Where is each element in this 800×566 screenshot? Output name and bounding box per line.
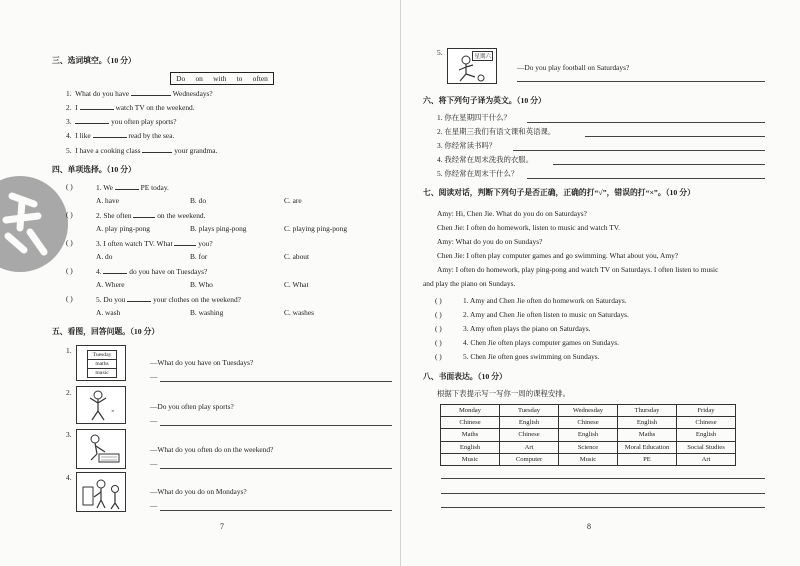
table-cell: Chinese — [441, 417, 500, 429]
table-cell: Art — [500, 441, 559, 453]
judge-statement: 3. Amy often plays the piano on Saturdays. — [463, 324, 591, 333]
table-cell: Chinese — [500, 429, 559, 441]
answer-dash: — — [150, 372, 158, 381]
judge-bracket[interactable]: ( ) — [435, 296, 442, 305]
page-number: 7 — [220, 522, 224, 531]
option-b: B. washing — [190, 308, 224, 317]
table-cell: Science — [559, 441, 618, 453]
weekend-activity-picture — [76, 429, 126, 469]
section3-title: 三、选词填空。（10 分） — [52, 56, 136, 65]
answer-blank[interactable] — [131, 88, 171, 96]
picture-question: —Do you often play sports? — [150, 402, 234, 411]
table-row — [441, 453, 736, 465]
word-option: Do — [176, 74, 186, 83]
option-c: C. washes — [284, 308, 314, 317]
writing-line[interactable] — [441, 478, 765, 479]
card-subject: maths — [88, 360, 116, 369]
choice-bracket[interactable]: ( ) — [66, 294, 73, 303]
fill-question: 5. I have a cooking class your grandma. — [66, 146, 218, 155]
answer-dash: — — [150, 501, 158, 510]
choice-stem: 1. We PE today. — [96, 183, 169, 192]
option-a: A. have — [96, 196, 119, 205]
writing-instruction: 根据下表提示写一写你一周的课程安排。 — [437, 389, 571, 398]
cross-mark: × — [111, 409, 115, 415]
table-cell: Moral Education — [618, 441, 677, 453]
answer-blank[interactable] — [142, 145, 172, 153]
word-option: on — [195, 74, 203, 83]
choice-stem: 3. I often watch TV. What you? — [96, 239, 213, 248]
question-number: 1. — [66, 346, 72, 355]
word-option: with — [213, 74, 227, 83]
answer-line[interactable] — [160, 468, 392, 469]
answer-blank[interactable] — [93, 130, 127, 138]
word-option: often — [252, 74, 268, 83]
choice-bracket[interactable]: ( ) — [66, 210, 73, 219]
dialogue-line: Chen Jie: I often play computer games and go swimming. What about you, Amy? — [437, 251, 679, 260]
choice-stem: 4. do you have on Tuesdays? — [96, 267, 208, 276]
fill-question: 1. What do you have Wednesdays? — [66, 89, 213, 98]
schedule-card-picture — [76, 345, 126, 381]
question-number: 4. — [66, 473, 72, 482]
judge-statement: 1. Amy and Chen Jie often do homework on Saturdays. — [463, 296, 627, 305]
judge-statement: 4. Chen Jie often plays computer games on Sundays. — [463, 338, 619, 347]
choice-bracket[interactable]: ( ) — [66, 238, 73, 247]
table-cell: Music — [559, 453, 618, 465]
table-cell: Social Studies — [677, 441, 736, 453]
football-picture — [447, 48, 497, 84]
watermark-stamp — [0, 176, 68, 272]
table-cell: Chinese — [677, 417, 736, 429]
choice-bracket[interactable]: ( ) — [66, 182, 73, 191]
table-cell: Wednesday — [559, 405, 618, 417]
answer-line[interactable] — [160, 381, 392, 382]
dialogue-line: and play the piano on Sundays. — [423, 279, 516, 288]
choice-bracket[interactable]: ( ) — [66, 266, 73, 275]
question-number: 5. — [437, 48, 443, 57]
right-page — [400, 0, 800, 566]
table-cell: Music — [441, 453, 500, 465]
option-c: C. are — [284, 196, 302, 205]
table-cell: Art — [677, 453, 736, 465]
answer-blank[interactable] — [75, 116, 109, 124]
fill-question: 3. you often play sports? — [66, 117, 177, 126]
table-cell: Friday — [677, 405, 736, 417]
person-exercising-icon — [77, 387, 127, 425]
dialogue-line: Amy: What do you do on Sundays? — [437, 237, 543, 246]
table-cell: Computer — [500, 453, 559, 465]
translate-item: 4. 我经常在周末洗我的衣服。 — [437, 155, 534, 164]
stamp-glyph-icon — [0, 176, 68, 272]
section4-title: 四、单项选择。（10 分） — [52, 165, 136, 174]
option-a: A. do — [96, 252, 113, 261]
question-number: 3. — [66, 430, 72, 439]
table-cell: Thursday — [618, 405, 677, 417]
sports-picture — [76, 386, 126, 424]
dialogue-line: Amy: I often do homework, play ping-pong and watch TV on Saturdays. I often listen to music — [437, 265, 719, 274]
table-cell: English — [441, 441, 500, 453]
table-cell: PE — [618, 453, 677, 465]
section6-title: 六、将下列句子译为英文。（10 分） — [423, 96, 546, 105]
table-cell: English — [618, 417, 677, 429]
weekly-schedule-table — [440, 404, 736, 466]
dialogue-line: Amy: Hi, Chen Jie. What do you do on Saturdays? — [437, 209, 587, 218]
answer-dash: — — [150, 416, 158, 425]
option-c: C. playing ping-pong — [284, 224, 348, 233]
answer-line[interactable] — [527, 122, 765, 123]
option-c: C. What — [284, 280, 309, 289]
fill-question: 4. I like read by the sea. — [66, 131, 175, 140]
table-cell: Maths — [441, 429, 500, 441]
answer-blank[interactable] — [80, 102, 114, 110]
section5-title: 五、看图，回答问题。（10 分） — [52, 327, 160, 336]
answer-line[interactable] — [160, 510, 392, 511]
answer-line[interactable] — [513, 150, 765, 151]
person-washing-icon — [77, 430, 127, 470]
card-day: Tuesday — [88, 351, 116, 360]
card-subject: music — [95, 370, 109, 376]
translate-item: 5. 你经常在周末干什么？ — [437, 169, 519, 178]
answer-line[interactable] — [585, 136, 765, 137]
table-row — [441, 417, 736, 429]
table-cell: Monday — [441, 405, 500, 417]
option-b: B. Who — [190, 280, 213, 289]
option-a: A. play ping-pong — [96, 224, 150, 233]
fill-question: 2. I watch TV on the weekend. — [66, 103, 195, 112]
section7-title: 七、阅读对话，判断下列句子是否正确，正确的打“√”，错误的打“×”。（10 分） — [423, 188, 695, 197]
table-cell: Maths — [618, 429, 677, 441]
table-row — [441, 429, 736, 441]
table-cell: Tuesday — [500, 405, 559, 417]
option-c: C. about — [284, 252, 310, 261]
word-option: to — [236, 74, 243, 83]
dialogue-line: Chen Jie: I often do homework, listen to music and watch TV. — [437, 223, 621, 232]
picture-question: —What do you do on Mondays? — [150, 487, 247, 496]
judge-statement: 2. Amy and Chen Jie often listen to music on Saturdays. — [463, 310, 629, 319]
picture-question: —What do you have on Tuesdays? — [150, 358, 254, 367]
choice-stem: 5. Do you your clothes on the weekend? — [96, 295, 241, 304]
page-number: 8 — [587, 522, 591, 531]
option-b: B. plays ping-pong — [190, 224, 247, 233]
writing-line[interactable] — [441, 493, 765, 494]
judge-bracket[interactable]: ( ) — [435, 352, 442, 361]
judge-statement: 5. Chen Jie often goes swimming on Sundays. — [463, 352, 600, 361]
section8-title: 八、书面表达。（10 分） — [423, 372, 507, 381]
choice-stem: 2. She often on the weekend. — [96, 211, 206, 220]
answer-line[interactable] — [517, 81, 765, 82]
option-b: B. do — [190, 196, 207, 205]
table-cell: English — [559, 429, 618, 441]
table-row — [441, 405, 736, 417]
table-row — [441, 441, 736, 453]
judge-bracket[interactable]: ( ) — [435, 338, 442, 347]
answer-line[interactable] — [553, 164, 765, 165]
saturday-sign: 星期六 — [472, 51, 493, 61]
table-cell: Chinese — [559, 417, 618, 429]
option-a: A. wash — [96, 308, 121, 317]
table-cell: English — [500, 417, 559, 429]
translate-item: 1. 你在星期四干什么？ — [437, 113, 511, 122]
answer-line[interactable] — [527, 178, 765, 179]
translate-item: 2. 在星期三我们有语文课和英语课。 — [437, 127, 556, 136]
option-b: B. for — [190, 252, 208, 261]
answer-dash: — — [150, 459, 158, 468]
word-box — [170, 72, 274, 85]
question-number: 2. — [66, 388, 72, 397]
people-cleaning-icon — [77, 473, 127, 513]
picture-question: —Do you play football on Saturdays? — [517, 63, 630, 72]
table-cell: English — [677, 429, 736, 441]
translate-item: 3. 你经常读书吗？ — [437, 141, 497, 150]
monday-activity-picture — [76, 472, 126, 512]
judge-bracket[interactable]: ( ) — [435, 310, 442, 319]
picture-question: —What do you often do on the weekend? — [150, 445, 274, 454]
answer-line[interactable] — [160, 425, 392, 426]
option-a: A. Where — [96, 280, 125, 289]
judge-bracket[interactable]: ( ) — [435, 324, 442, 333]
writing-line[interactable] — [441, 507, 765, 508]
